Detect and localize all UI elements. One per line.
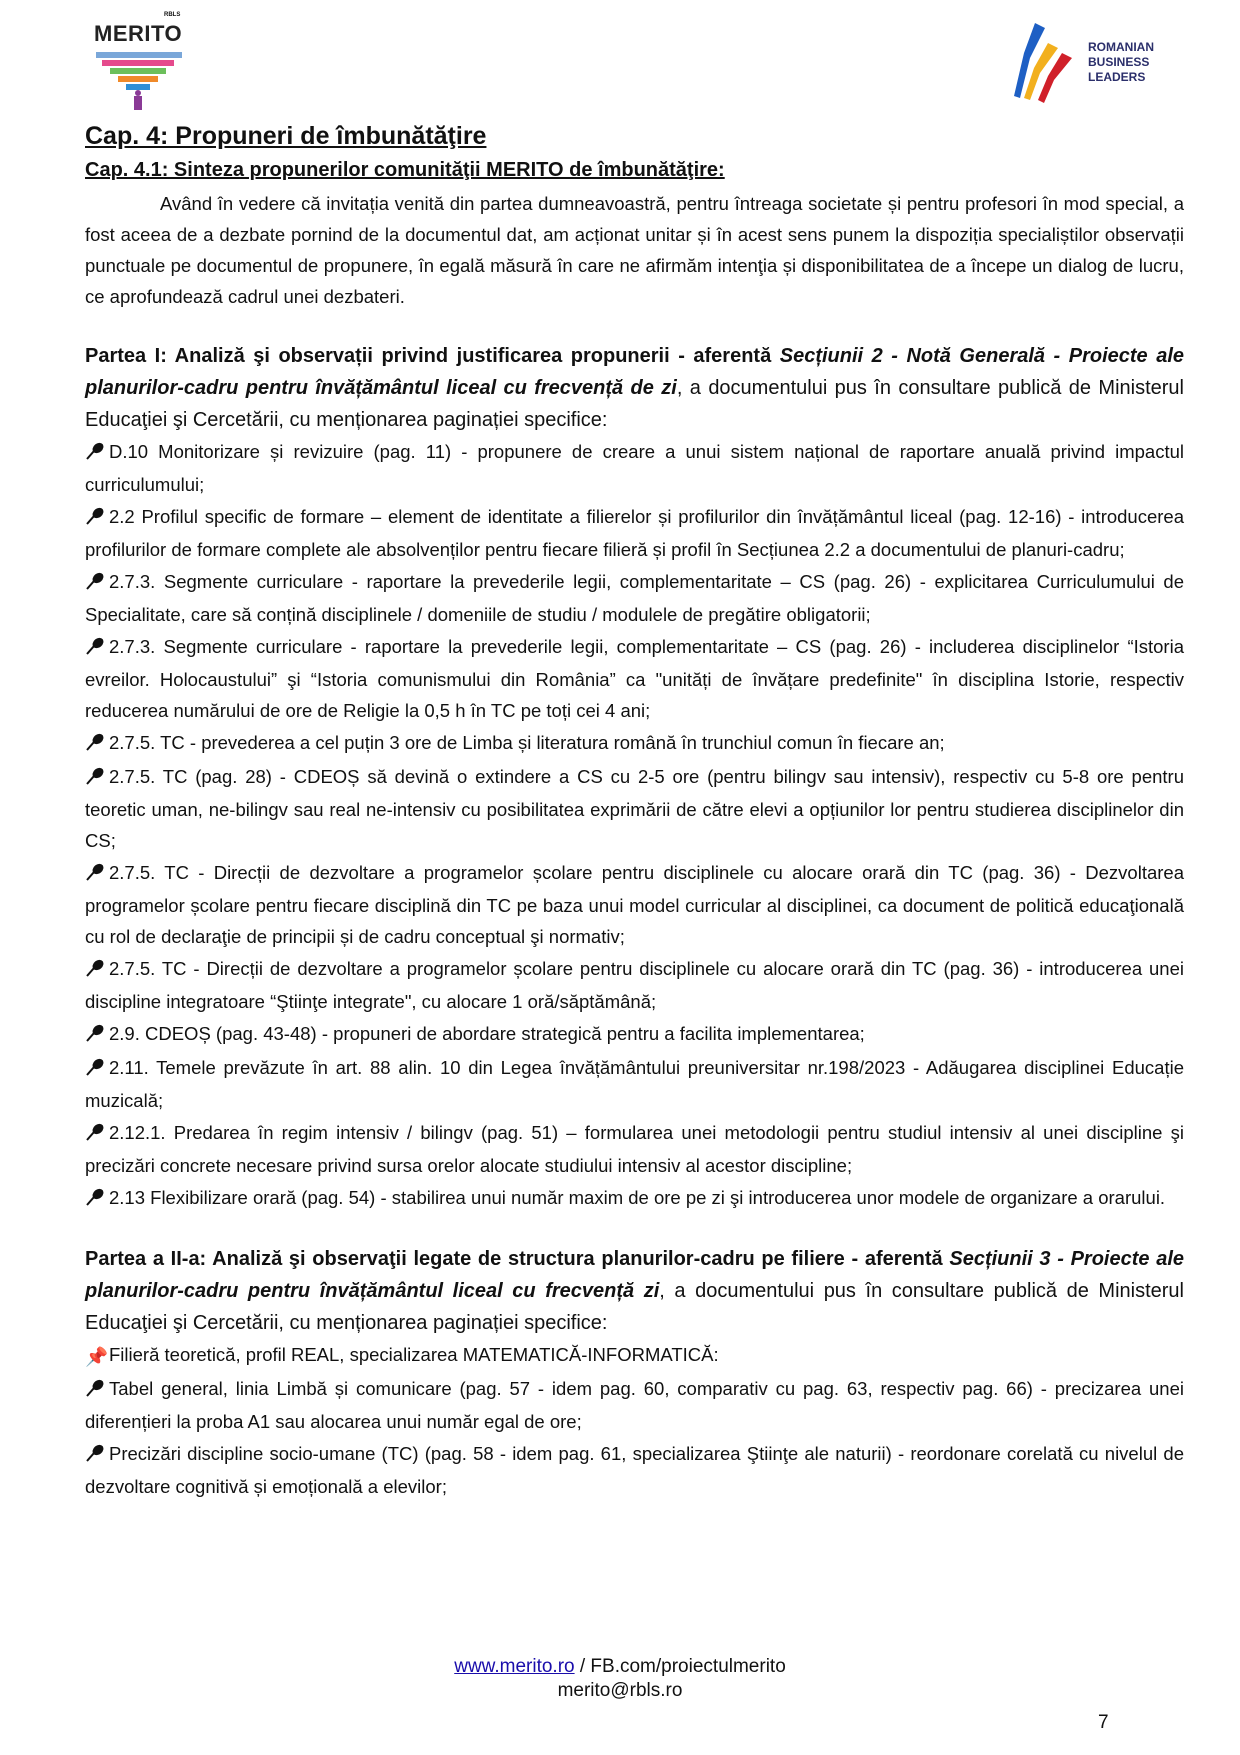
list-item-text: 2.7.5. TC (pag. 28) - CDEOȘ să devină o extindere a CS cu 2-5 ore (pentru bilingv sau intensiv), respectiv cu 5-8 ore pentru teoretic uman, ne-bilingv sau real ne-intensiv cu posibilitatea exprimării de către elevi a opțiunilor lor pentru studierea disciplinelor din CS; bbox=[85, 766, 1184, 851]
website-link[interactable]: www.merito.ro bbox=[454, 1656, 575, 1677]
rbl-line-2: BUSINESS bbox=[1088, 55, 1150, 69]
part2-italic: Secțiunii 3 - Proiecte ale planurilor-cadru pentru învățământul liceal cu frecvență zi bbox=[85, 1248, 1184, 1302]
part1-list bbox=[85, 436, 1184, 1215]
list-item bbox=[85, 761, 1184, 856]
part1-rest: , a documentului pus în consultare publică de Ministerul Educaţiei şi Cercetării, cu menționarea paginației specifice: bbox=[85, 377, 1185, 431]
list-item bbox=[85, 436, 1184, 500]
rbl-logo bbox=[1000, 18, 1170, 103]
logo-sup: RBLS bbox=[164, 12, 181, 18]
pushpin-icon bbox=[85, 955, 105, 986]
part2-subheading bbox=[85, 1339, 1184, 1372]
pushpin-icon bbox=[85, 503, 105, 534]
pushpin-icon bbox=[85, 729, 105, 760]
pushpin-icon bbox=[85, 859, 105, 890]
list-item bbox=[85, 1373, 1184, 1437]
list-item bbox=[85, 857, 1184, 952]
list-item bbox=[85, 1182, 1184, 1215]
pushpin-icon bbox=[85, 438, 105, 469]
email-text: merito@rbls.ro bbox=[557, 1680, 683, 1701]
part2-bold: Partea a II-a: Analiză şi observaţii legate de structura planurilor-cadru pe filiere - aferentă bbox=[85, 1248, 950, 1270]
page-number: 7 bbox=[1098, 1712, 1109, 1733]
chapter-title: Cap. 4: Propuneri de îmbunătăţire bbox=[85, 122, 487, 150]
list-item bbox=[85, 1117, 1184, 1181]
part2-list bbox=[85, 1373, 1184, 1502]
list-item bbox=[85, 566, 1184, 630]
list-item bbox=[85, 727, 1184, 760]
logo-text: MERITO bbox=[94, 21, 183, 46]
pushpin-icon bbox=[85, 1054, 105, 1085]
list-item-text: 2.7.5. TC - Direcții de dezvoltare a programelor școlare pentru disciplinele cu alocare orară din TC (pag. 36) - introducerea unei discipline integratoare “Ştiinţe integrate", cu alocare 1 oră/săptămână; bbox=[85, 958, 1184, 1012]
list-item bbox=[85, 1438, 1184, 1502]
list-item bbox=[85, 501, 1184, 565]
pushpin-icon bbox=[85, 633, 105, 664]
rbl-line-1: ROMANIAN bbox=[1088, 40, 1154, 54]
part1-bold: Partea I: Analiză şi observații privind justificarea propunerii - aferentă bbox=[85, 345, 780, 367]
pushpin-icon bbox=[85, 763, 105, 794]
rbl-figures-icon bbox=[1000, 18, 1085, 103]
document-body bbox=[85, 118, 1184, 1503]
list-item-text: D.10 Monitorizare și revizuire (pag. 11) - propunere de creare a unui sistem național de raportare anuală privind impactul curriculumului; bbox=[85, 441, 1184, 495]
list-item bbox=[85, 631, 1184, 726]
part2-heading bbox=[85, 1243, 1184, 1339]
list-item bbox=[85, 1052, 1184, 1116]
list-item-text: 2.7.5. TC - prevederea a cel puțin 3 ore de Limba și literatura română în trunchiul comun în fiecare an; bbox=[109, 732, 945, 753]
section-title: Cap. 4.1: Sinteza propunerilor comunităţii MERITO de îmbunătăţire: bbox=[85, 159, 725, 181]
subheading-text: Filieră teoretică, profil REAL, specializarea MATEMATICĂ-INFORMATICĂ: bbox=[109, 1344, 719, 1365]
rbl-line-3: LEADERS bbox=[1088, 70, 1146, 84]
part2-rest: , a documentului pus în consultare publică de Ministerul Educaţiei şi Cercetării, cu menționarea paginației specifice: bbox=[85, 1280, 1185, 1334]
part1-heading bbox=[85, 340, 1184, 436]
merito-logo bbox=[92, 12, 187, 112]
list-item-text: Tabel general, linia Limbă și comunicare (pag. 57 - idem pag. 60, comparativ cu pag. 63, respectiv pag. 66) - precizarea unei diferențieri la proba A1 sau alocarea unui număr egal de ore; bbox=[85, 1378, 1184, 1432]
facebook-text: / FB.com/proiectulmerito bbox=[574, 1656, 786, 1677]
pushpin-icon bbox=[85, 1375, 105, 1406]
footer bbox=[0, 1631, 1240, 1703]
part1-italic: Secțiunii 2 - Notă Generală - Proiecte ale planurilor-cadru pentru învățământul liceal cu frecvență de zi bbox=[85, 345, 1185, 399]
pushpin-icon: 📌 bbox=[85, 1346, 109, 1367]
pushpin-icon bbox=[85, 1119, 105, 1150]
list-item-text: 2.7.3. Segmente curriculare - raportare la prevederile legii, complementaritate – CS (pag. 26) - includerea disciplinelor “Istoria evreilor. Holocaustului” şi “Istoria comunismului din România” ca "unități de învățare predefinite" în disciplina Istorie, respectiv reducerea numărului de ore de Religie la 0,5 h în TC pe toți cei 4 ani; bbox=[85, 636, 1184, 721]
pushpin-icon bbox=[85, 1184, 105, 1215]
list-item-text: 2.9. CDEOȘ (pag. 43-48) - propuneri de abordare strategică pentru a facilita implementarea; bbox=[109, 1023, 865, 1044]
intro-paragraph: Având în vedere că invitația venită din partea dumneavoastră, pentru întreaga societate și pentru profesori în mod special, a fost aceea de a dezbate pornind de la documentul dat, am acționat unitar și în acest sens punem la dispoziția specialiștilor observații punctuale pe documentul de propunere, în egală măsură în care ne afirmăm intenţia și disponibilitatea de a începe un dialog de lucru, ce aprofundează cadrul unei dezbateri. bbox=[85, 193, 1184, 307]
list-item bbox=[85, 1018, 1184, 1051]
list-item-text: 2.12.1. Predarea în regim intensiv / bilingv (pag. 51) – formularea unei metodologii pentru studiul intensiv al unei discipline şi precizări concrete necesare privind sursa orelor alocate studiului intensiv al acestor discipline; bbox=[85, 1122, 1184, 1176]
list-item-text: 2.2 Profilul specific de formare – element de identitate a filierelor și profilurilor din învățământul liceal (pag. 12-16) - introducerea profilurilor de formare complete ale absolvenților pentru fiecare filieră și profil în Secțiunea 2.2 a documentului de planuri-cadru; bbox=[85, 506, 1184, 560]
list-item-text: 2.7.5. TC - Direcții de dezvoltare a programelor școlare pentru disciplinele cu alocare orară din TC (pag. 36) - Dezvoltarea programelor școlare pentru fiecare disciplină din TC pe baza unui model curricular al disciplinei, ca document de politică educaţională cu rol de declaraţie de principii și de cadru conceptual şi normativ; bbox=[85, 862, 1184, 947]
list-item-text: 2.11. Temele prevăzute în art. 88 alin. 10 din Legea învățământului preuniversitar nr.198/2023 - Adăugarea disciplinei Educație muzicală; bbox=[85, 1057, 1184, 1111]
list-item-text: 2.13 Flexibilizare orară (pag. 54) - stabilirea unui număr maxim de ore pe zi şi introducerea unor modele de organizare a orarului. bbox=[109, 1187, 1166, 1208]
pushpin-icon bbox=[85, 568, 105, 599]
list-item-text: 2.7.3. Segmente curriculare - raportare la prevederile legii, complementaritate – CS (pag. 26) - explicitarea Curriculumului de Specialitate, care să conțină disciplinele / domeniile de studiu / modulele de pregătire obligatorii; bbox=[85, 571, 1184, 625]
list-item bbox=[85, 953, 1184, 1017]
list-item-text: Precizări discipline socio-umane (TC) (pag. 58 - idem pag. 61, specializarea Ştiinţe ale naturii) - reordonare corelată cu nivelul de dezvoltare cognitivă și emoțională a elevilor; bbox=[85, 1443, 1184, 1497]
pushpin-icon bbox=[85, 1020, 105, 1051]
pushpin-icon bbox=[85, 1440, 105, 1471]
